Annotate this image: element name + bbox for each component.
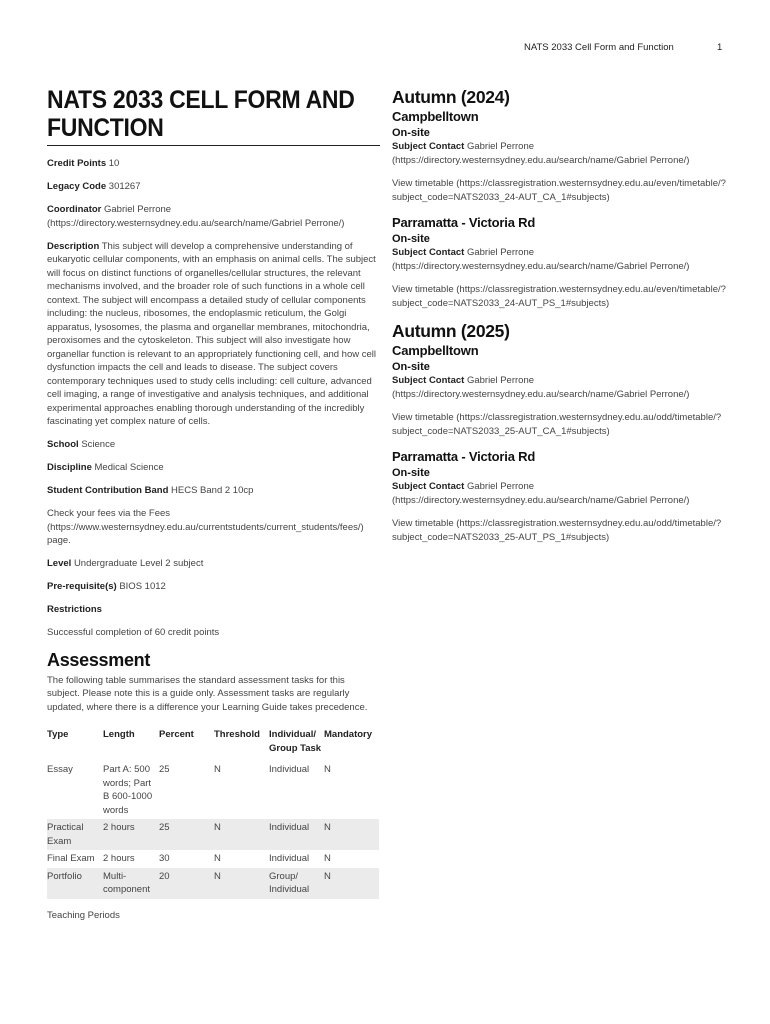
cell-type: Portfolio bbox=[47, 868, 103, 899]
left-column bbox=[47, 86, 379, 921]
credit-points-value: 10 bbox=[108, 158, 120, 169]
subject-contact-link[interactable]: Gabriel Perrone (https://directory.westernsydney.edu.au/search/name/Gabriel Perrone/) bbox=[392, 481, 690, 506]
level-value: Undergraduate Level 2 subject bbox=[73, 558, 204, 569]
campus-name: Campbelltown bbox=[392, 109, 479, 124]
subject-contact-link[interactable]: Gabriel Perrone (https://directory.westernsydney.edu.au/search/name/Gabriel Perrone/) bbox=[392, 141, 690, 166]
cell-percent: 20 bbox=[159, 868, 214, 899]
assessment-table bbox=[47, 725, 379, 899]
coordinator-link[interactable]: Gabriel Perrone (https://directory.westernsydney.edu.au/search/name/Gabriel Perrone/) bbox=[47, 204, 345, 229]
discipline-label: Discipline bbox=[47, 462, 92, 473]
teaching-periods-label: Teaching Periods bbox=[47, 909, 120, 921]
subject-contact-link[interactable]: Gabriel Perrone (https://directory.westernsydney.edu.au/search/name/Gabriel Perrone/) bbox=[392, 247, 690, 272]
level-label: Level bbox=[47, 558, 72, 569]
cell-threshold: N bbox=[214, 764, 221, 775]
table-row bbox=[47, 819, 379, 850]
cell-type: Practical Exam bbox=[47, 819, 103, 850]
coordinator-label: Coordinator bbox=[47, 204, 102, 215]
cell-length: 2 hours bbox=[103, 853, 135, 864]
cell-mandatory: N bbox=[324, 764, 331, 775]
legacy-code-value: 301267 bbox=[108, 181, 141, 192]
cell-threshold: N bbox=[214, 853, 221, 864]
view-timetable-link[interactable]: View timetable (https://classregistration.westernsydney.edu.au/odd/timetable/?subject_code=NATS2033_25-AUT_PS_1#subjects) bbox=[392, 518, 722, 543]
cell-length: Multi-component bbox=[103, 868, 159, 899]
campus-block bbox=[392, 342, 727, 438]
school bbox=[47, 438, 379, 452]
subject-contact-link[interactable]: Gabriel Perrone (https://directory.westernsydney.edu.au/search/name/Gabriel Perrone/) bbox=[392, 375, 690, 400]
delivery-mode: On-site bbox=[392, 233, 430, 245]
subject-contact-label: Subject Contact bbox=[392, 247, 465, 258]
subject-contact bbox=[392, 480, 727, 507]
col-mandatory: Mandatory bbox=[324, 729, 373, 740]
description bbox=[47, 240, 379, 429]
delivery-mode: On-site bbox=[392, 467, 430, 479]
assessment-intro: The following table summarises the standard assessment tasks for this subject. Please note this is a guide only. Assessment tasks are regularly updated, where there is a difference your Learning Guide takes precedence. bbox=[47, 674, 368, 713]
prerequisites bbox=[47, 580, 379, 594]
assessment-heading: Assessment bbox=[47, 649, 151, 670]
table-header-row bbox=[47, 725, 379, 761]
teaching-period bbox=[392, 86, 727, 310]
cell-percent: 25 bbox=[159, 764, 170, 775]
discipline-value: Medical Science bbox=[94, 462, 164, 473]
coordinator bbox=[47, 203, 379, 230]
restrictions-label: Restrictions bbox=[47, 604, 102, 615]
legacy-code bbox=[47, 180, 379, 194]
table-row bbox=[47, 868, 379, 899]
cell-group-task: Individual bbox=[269, 819, 324, 850]
cell-group-task: Group/ Individual bbox=[269, 868, 324, 899]
prerequisites-value[interactable]: BIOS 1012 bbox=[119, 581, 166, 592]
school-value: Science bbox=[81, 439, 116, 450]
restrictions-value: Successful completion of 60 credit points bbox=[47, 627, 220, 638]
col-type: Type bbox=[47, 729, 69, 740]
cell-mandatory: N bbox=[324, 853, 331, 864]
campus-block bbox=[392, 448, 727, 544]
cell-type: Final Exam bbox=[47, 853, 95, 864]
fees-note[interactable]: Check your fees via the Fees (https://www.westernsydney.edu.au/currentstudents/current_students/fees/) page. bbox=[47, 508, 364, 546]
description-text: This subject will develop a comprehensive understanding of eukaryotic cellular components, with an emphasis on animal cells. The subject will focus on distinct functions of organelles/cellular structures, the relevant mechanisms involved, and the broader role of such functions in a whole cell context. The subject will encompass a detailed study of cellular components including: the nucleus, ribosomes, the endoplasmic reticulum, the Golgi apparatus, lysosomes, the plasma and organellar membranes, mitochondria, peroxisomes and the cytoskeleton. This subject will also investigate how organellar function is relevant to an appropriately functioning cell, and how cell dysfunction impacts the cell and leads to disease. The subject covers contemporary techniques used to study cells including: cell culture, advanced cell imaging, a range of investigative and analysis techniques, and additional experimental approaches enabling thorough understanding of the incredibly fascinating yet complex nature of cells. bbox=[47, 240, 377, 427]
table-row bbox=[47, 761, 379, 819]
col-percent: Percent bbox=[159, 729, 194, 740]
cell-percent: 25 bbox=[159, 819, 214, 850]
cell-length: Part A: 500 words; Part B 600-1000 words bbox=[103, 764, 153, 816]
col-group-task: Individual/ Group Task bbox=[269, 729, 322, 754]
contribution-band bbox=[47, 484, 379, 498]
delivery-mode: On-site bbox=[392, 127, 430, 139]
delivery-mode: On-site bbox=[392, 361, 430, 373]
contribution-band-value: HECS Band 2 10cp bbox=[171, 485, 254, 496]
view-timetable-link[interactable]: View timetable (https://classregistration.westernsydney.edu.au/even/timetable/?subject_code=NATS2033_24-AUT_CA_1#subjects) bbox=[392, 178, 726, 203]
campus-block bbox=[392, 108, 727, 204]
term-title: Autumn (2025) bbox=[392, 321, 510, 341]
cell-threshold: N bbox=[214, 868, 269, 899]
subject-contact bbox=[392, 374, 727, 401]
discipline bbox=[47, 461, 379, 475]
restrictions-heading bbox=[47, 603, 379, 617]
running-title: NATS 2033 Cell Form and Function bbox=[524, 42, 674, 53]
table-row bbox=[47, 850, 379, 868]
subject-contact bbox=[392, 246, 727, 273]
school-label: School bbox=[47, 439, 79, 450]
right-column bbox=[392, 86, 727, 554]
description-label: Description bbox=[47, 240, 100, 252]
page-number: 1 bbox=[717, 42, 723, 53]
cell-group-task: Individual bbox=[269, 764, 310, 775]
subject-contact-label: Subject Contact bbox=[392, 375, 465, 386]
view-timetable-link[interactable]: View timetable (https://classregistration.westernsydney.edu.au/odd/timetable/?subject_code=NATS2033_25-AUT_CA_1#subjects) bbox=[392, 412, 722, 437]
view-timetable-link[interactable]: View timetable (https://classregistration.westernsydney.edu.au/even/timetable/?subject_code=NATS2033_24-AUT_PS_1#subjects) bbox=[392, 284, 726, 309]
campus-name: Parramatta - Victoria Rd bbox=[392, 449, 536, 464]
cell-group-task: Individual bbox=[269, 853, 310, 864]
credit-points bbox=[47, 157, 379, 171]
cell-threshold: N bbox=[214, 819, 269, 850]
cell-percent: 30 bbox=[159, 853, 170, 864]
legacy-code-label: Legacy Code bbox=[47, 181, 107, 192]
cell-type: Essay bbox=[47, 764, 73, 775]
campus-name: Parramatta - Victoria Rd bbox=[392, 215, 536, 230]
subject-contact-label: Subject Contact bbox=[392, 481, 465, 492]
page-title: NATS 2033 CELL FORM AND FUNCTION bbox=[47, 86, 380, 146]
cell-length: 2 hours bbox=[103, 819, 159, 850]
contribution-band-label: Student Contribution Band bbox=[47, 485, 169, 496]
credit-points-label: Credit Points bbox=[47, 158, 107, 169]
subject-contact-label: Subject Contact bbox=[392, 141, 465, 152]
cell-mandatory: N bbox=[324, 868, 379, 899]
campus-block bbox=[392, 214, 727, 310]
level bbox=[47, 557, 379, 571]
col-length: Length bbox=[103, 729, 135, 740]
prerequisites-label: Pre-requisite(s) bbox=[47, 581, 117, 592]
term-title: Autumn (2024) bbox=[392, 87, 510, 107]
cell-mandatory: N bbox=[324, 819, 379, 850]
teaching-period bbox=[392, 320, 727, 544]
col-threshold: Threshold bbox=[214, 729, 260, 740]
campus-name: Campbelltown bbox=[392, 343, 479, 358]
subject-contact bbox=[392, 140, 727, 167]
